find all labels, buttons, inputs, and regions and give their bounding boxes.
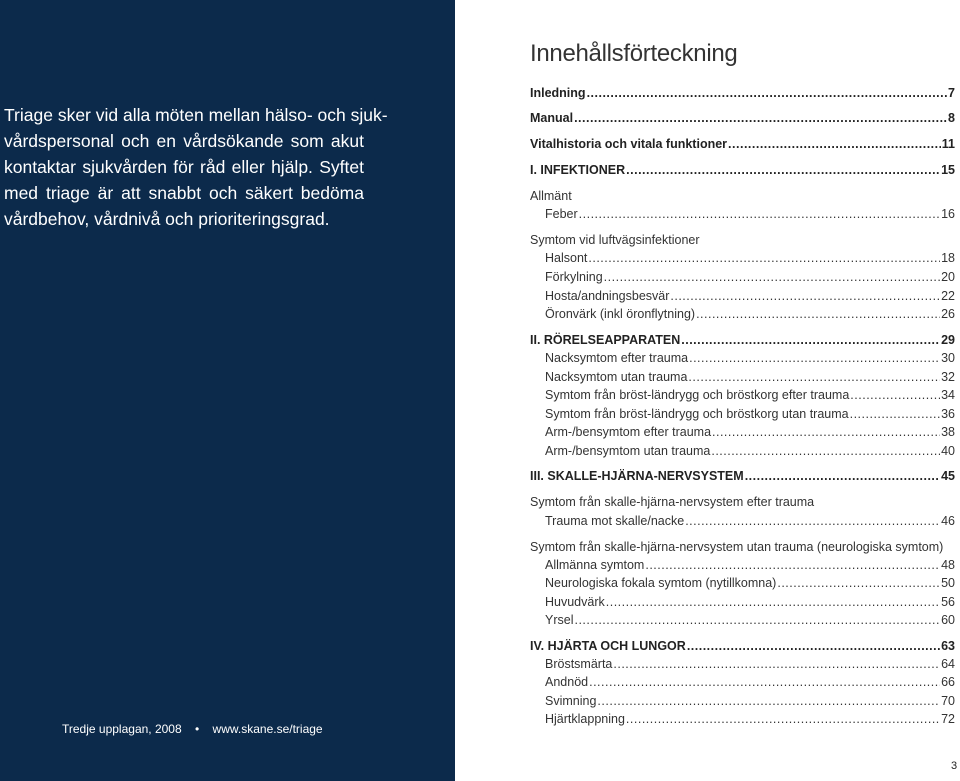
toc-entry[interactable]: Neurologiska fokala symtom (nytillkomna) ..... 50 [545,576,955,590]
toc-entry[interactable]: Halsont ..... 18 [545,251,955,265]
toc-entry[interactable]: Symtom från bröst-ländrygg och bröstkorg utan trauma ..... 36 [545,407,955,421]
intro-line: med triage är att snabbt och säkert bedöma [4,183,364,203]
toc-section[interactable]: IV. HJÄRTA OCH LUNGOR ..... 63 [530,639,955,653]
toc-section[interactable]: I. INFEKTIONER ..... 15 [530,163,955,177]
toc-entry[interactable]: Allmänna symtom ..... 48 [545,558,955,572]
toc-entry[interactable]: Inledning ..... 7 [530,86,955,100]
left-cover-panel [0,0,455,781]
toc-entry[interactable]: Arm-/bensymtom efter trauma ..... 38 [545,425,955,439]
toc-entry[interactable]: Svimning ..... 70 [545,694,955,708]
toc-entry[interactable]: Andnöd ..... 66 [545,675,955,689]
toc-entry[interactable]: Öronvärk (inkl öronflytning) ..... 26 [545,307,955,321]
toc-entry[interactable]: Nacksymtom utan trauma ..... 32 [545,370,955,384]
toc-entry[interactable]: Feber ..... 16 [545,207,955,221]
toc-entry[interactable]: Bröstsmärta ..... 64 [545,657,955,671]
toc-entry[interactable]: Manual ..... 8 [530,111,955,125]
page-number: 3 [951,760,958,772]
edition-footer [62,722,323,736]
toc-entry[interactable]: Arm-/bensymtom utan trauma ..... 40 [545,444,955,458]
edition-text: Tredje upplagan, 2008 [62,722,182,736]
toc-section[interactable]: III. SKALLE-HJÄRNA-NERVSYSTEM ..... 45 [530,469,955,483]
toc-entry[interactable]: Yrsel ..... 60 [545,613,955,627]
intro-line: vårdspersonal och en vårdsökande som akut [4,131,364,151]
toc-entry[interactable]: Nacksymtom efter trauma ..... 30 [545,351,955,365]
toc-entry[interactable]: Hjärtklappning ..... 72 [545,712,955,726]
toc-entry[interactable]: Trauma mot skalle/nacke ..... 46 [545,514,955,528]
toc-entry[interactable]: Förkylning ..... 20 [545,270,955,284]
toc-subheading: Symtom vid luftvägsinfektioner [530,233,700,247]
intro-line: vårdbehov, vårdnivå och prioriteringsgrad. [4,209,330,229]
toc-page [455,0,960,781]
toc-entry[interactable]: Vitalhistoria och vitala funktioner ..... 11 [530,137,955,151]
website-link[interactable]: www.skane.se/triage [212,722,323,736]
toc-subheading: Symtom från skalle-hjärna-nervsystem efter trauma [530,495,815,509]
toc-entry[interactable]: Symtom från bröst-ländrygg och bröstkorg efter trauma ..... 34 [545,388,955,402]
intro-line: kontaktar sjukvården för råd eller hjälp. Syftet [4,157,364,177]
toc-entry[interactable]: Hosta/andningsbesvär ..... 22 [545,289,955,303]
intro-line: Triage sker vid alla möten mellan hälso- och sjuk- [4,105,388,125]
toc-subheading: Allmänt [530,189,572,203]
toc-title: Innehållsförteckning [530,40,738,67]
toc-entry[interactable]: Huvudvärk ..... 56 [545,595,955,609]
toc-section[interactable]: II. RÖRELSEAPPARATEN ..... 29 [530,333,955,347]
bullet-separator: • [195,722,200,736]
toc-subheading: Symtom från skalle-hjärna-nervsystem utan trauma (neurologiska symtom) [530,540,944,554]
intro-text [4,102,388,232]
